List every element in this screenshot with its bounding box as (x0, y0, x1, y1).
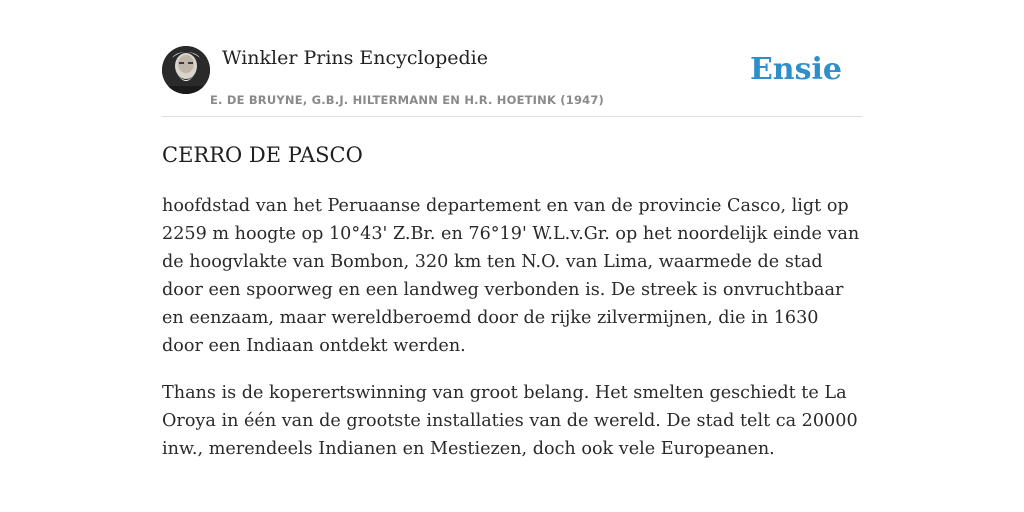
article-paragraph: hoofdstad van het Peruaanse departement en van de provincie Casco, ligt op 2259 m hoogte op 10°43' Z.Br. en 76°19' W.L.v.Gr. op het noordelijk einde van de hoogvlakte van Bombon, 320 km ten N.O. van Lima, waarmede de stad door een spoorweg en een landweg verbonden is. De streek is onvruchtbaar en eenzaam, maar wereldberoemd door de rijke zilvermijnen, die in 1630 door een Indiaan ontdekt werden. (162, 196, 860, 356)
portrait-image (162, 46, 210, 94)
article-title: CERRO DE PASCO (162, 143, 363, 167)
article-body (162, 192, 862, 482)
site-name[interactable]: Winkler Prins Encyclopedie (222, 47, 488, 69)
site-header (162, 46, 862, 117)
article-paragraph: Thans is de koperertswinning van groot belang. Het smelten geschiedt te La Oroya in één van de grootste installaties van de wereld. De stad telt ca 20000 inw., merendeels Indianen en Mestiezen, doch ook vele Europeanen. (162, 383, 858, 459)
author-portrait-icon (162, 46, 210, 94)
brand-logo[interactable]: Ensie (749, 52, 842, 87)
authors-line: E. DE BRUYNE, G.B.J. HILTERMANN EN H.R. HOETINK (1947) (210, 93, 605, 107)
